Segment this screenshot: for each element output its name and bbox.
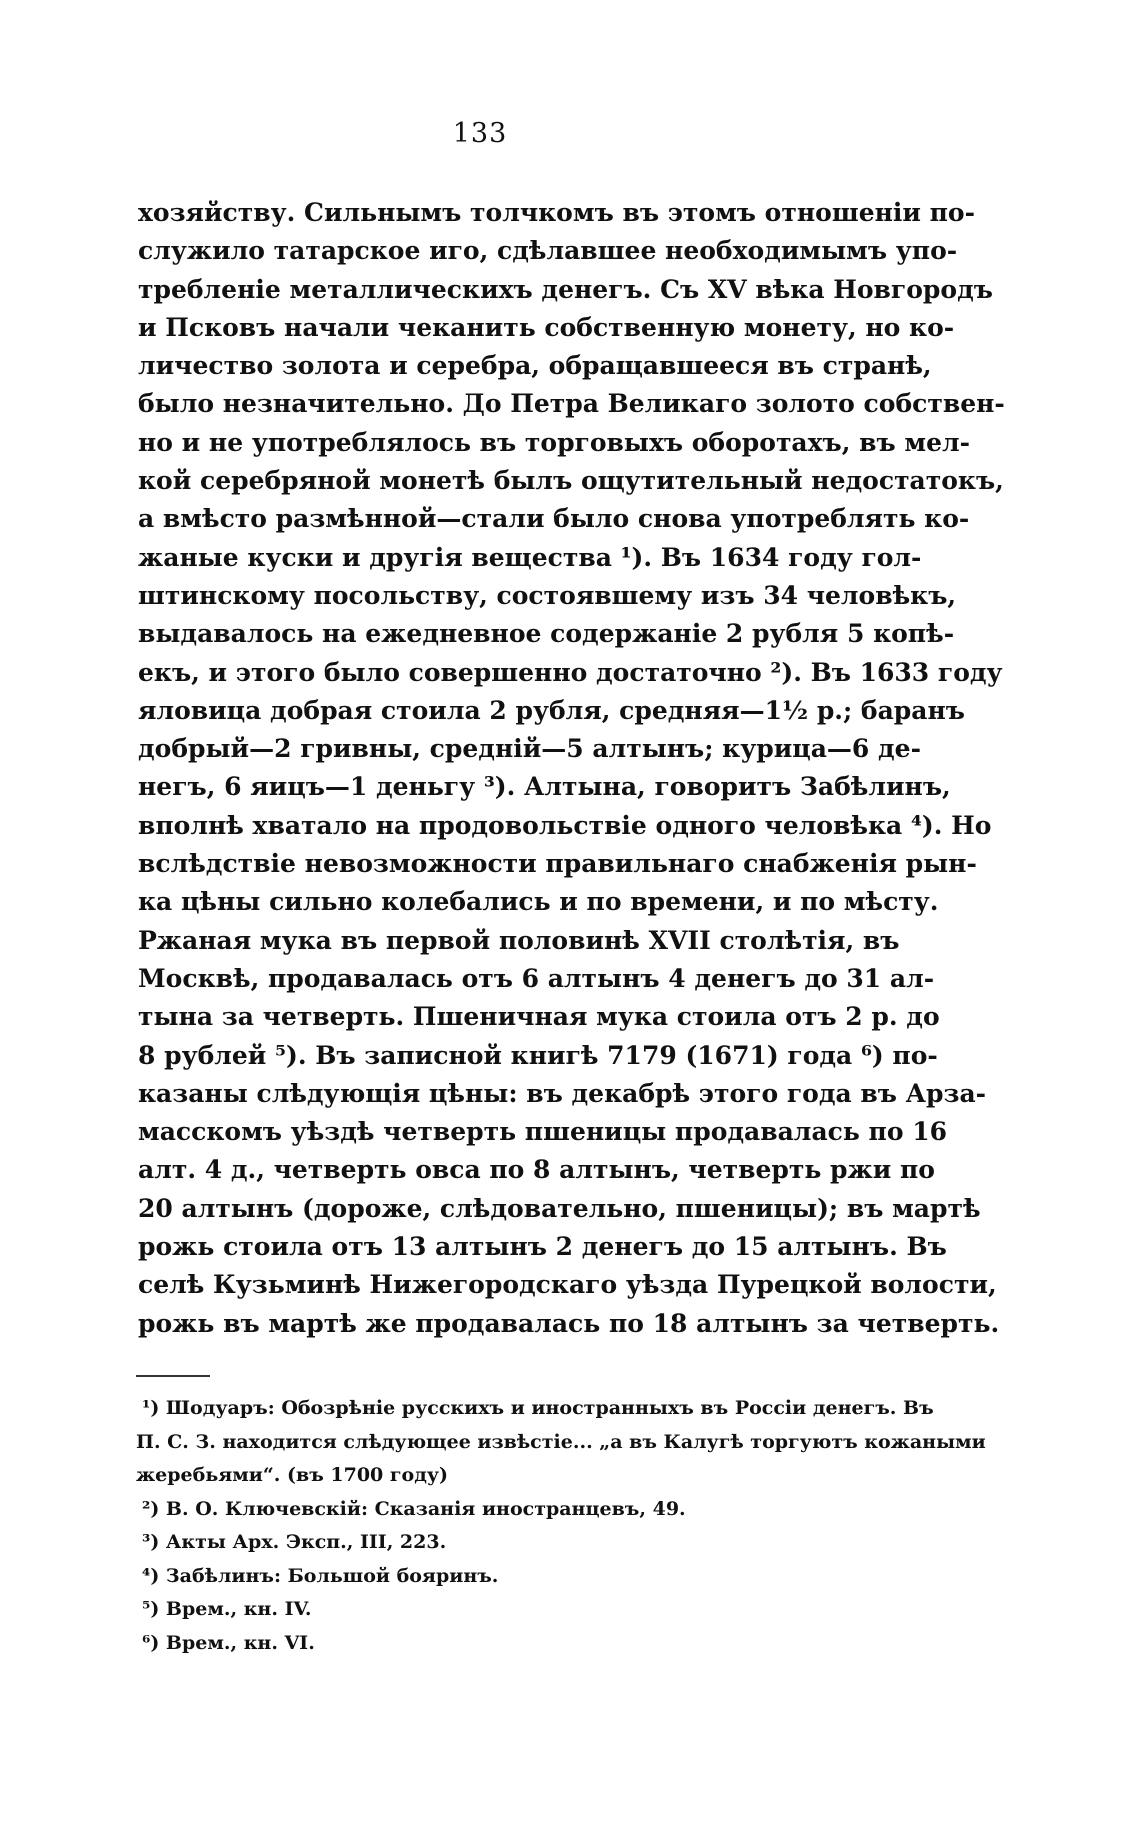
text-line: личество золота и серебра, обращавшееся въ странѣ,	[138, 351, 932, 381]
text-line: Ржаная мука въ первой половинѣ XVII столѣтія, въ	[138, 925, 900, 955]
text-line: а вмѣсто размѣнной—стали было снова употреблять ко-	[138, 504, 970, 534]
text-line: штинскому посольству, состоявшему изъ 34 человѣкъ,	[138, 580, 957, 610]
footnote-divider	[136, 1375, 210, 1377]
text-line: ка цѣны сильно колебались и по времени, и по мѣсту.	[138, 887, 939, 917]
footnote-1-line: жеребьями“. (въ 1700 году)	[136, 1464, 449, 1486]
text-line: рожь въ мартѣ же продавалась по 18 алтынъ за четверть.	[138, 1308, 1000, 1338]
text-line: екъ, и этого было совершенно достаточно ²). Въ 1633 году	[138, 657, 1003, 687]
text-line: казаны слѣдующія цѣны: въ декабрѣ этого года въ Арза-	[138, 1078, 987, 1108]
text-line: 8 рублей ⁵). Въ записной книгѣ 7179 (1671) года ⁶) по-	[138, 1040, 938, 1070]
text-line: вполнѣ хватало на продовольствіе одного человѣка ⁴). Но	[138, 810, 992, 840]
text-line: вслѣдствіе невозможности правильнаго снабженія рын-	[138, 849, 977, 879]
footnotes	[136, 1392, 986, 1660]
text-line: яловица добрая стоила 2 рубля, средняя—1½ р.; баранъ	[138, 695, 965, 725]
text-line: алт. 4 д., четверть овса по 8 алтынъ, четверть ржи по	[138, 1155, 935, 1185]
text-line: жаные куски и другія вещества ¹). Въ 1634 году гол-	[138, 542, 922, 572]
text-line: негъ, 6 яицъ—1 деньгу ³). Алтына, говоритъ Забѣлинъ,	[138, 772, 951, 802]
text-line: 20 алтынъ (дороже, слѣдовательно, пшеницы); въ мартѣ	[138, 1193, 981, 1223]
text-line: Москвѣ, продавалась отъ 6 алтынъ 4 денегъ до 31 ал-	[138, 963, 935, 993]
text-line: тына за четверть. Пшеничная мука стоила отъ 2 р. до	[138, 1002, 940, 1032]
text-line: требленіе металлическихъ денегъ. Съ XV вѣка Новгородъ	[138, 274, 993, 304]
footnote-5: ⁵) Врем., кн. IV.	[142, 1598, 312, 1620]
page-number: 133	[452, 118, 508, 149]
body-text	[138, 194, 1005, 1343]
footnote-1-line: ¹) Шодуаръ: Обозрѣніе русскихъ и иностранныхъ въ Россіи денегъ. Въ	[142, 1397, 934, 1419]
text-line: служило татарское иго, сдѣлавшее необходимымъ упо-	[138, 236, 958, 266]
text-line: масскомъ уѣздѣ четверть пшеницы продавалась по 16	[138, 1117, 947, 1147]
text-line: хозяйству. Сильнымъ толчкомъ въ этомъ отношеніи по-	[138, 198, 975, 227]
text-line: но и не употреблялось въ торговыхъ оборотахъ, въ мел-	[138, 427, 970, 457]
footnote-2: ²) В. О. Ключевскiй: Сказанія иностранцевъ, 49.	[142, 1497, 686, 1520]
text-line: выдавалось на ежедневное содержаніе 2 рубля 5 копѣ-	[138, 619, 955, 649]
text-line: селѣ Кузьминѣ Нижегородскаго уѣзда Пурецкой волости,	[138, 1270, 997, 1300]
footnote-3: ³) Акты Арх. Эксп., III, 223.	[142, 1531, 447, 1553]
text-line: и Псковъ начали чеканить собственную монету, но ко-	[138, 312, 955, 342]
text-line: добрый—2 гривны, среднiй—5 алтынъ; курица—6 де-	[138, 734, 921, 764]
footnote-6: ⁶) Врем., кн. VI.	[142, 1631, 315, 1654]
text-line: кой серебряной монетѣ былъ ощутительный недостатокъ,	[138, 466, 1004, 496]
text-line: было незначительно. До Петра Великаго золото собствен-	[138, 389, 1005, 419]
text-line: рожь стоила отъ 13 алтынъ 2 денегъ до 15 алтынъ. Въ	[138, 1232, 947, 1262]
footnote-1-line: П. С. З. находится слѣдующее извѣстіе... „а въ Калугѣ торгуютъ кожаными	[136, 1430, 986, 1453]
footnote-4: ⁴) Забѣлинъ: Большой бояринъ.	[142, 1564, 499, 1587]
